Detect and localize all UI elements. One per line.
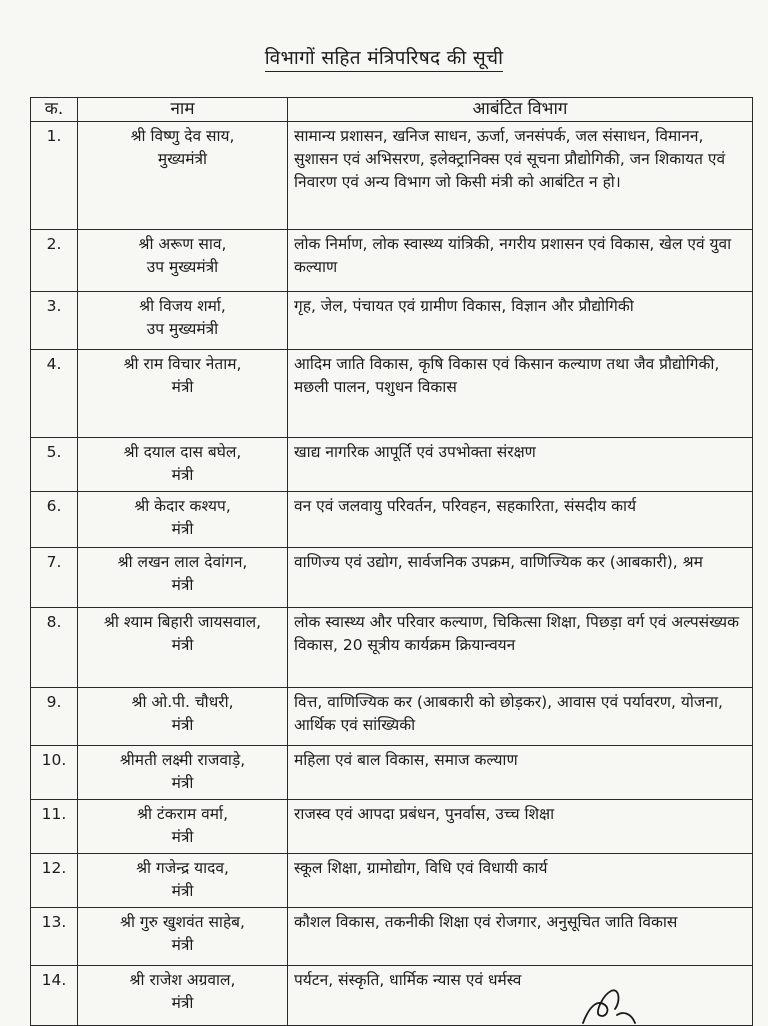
table-row [31,548,753,608]
minister-name: श्री विष्णु देव साय, [130,127,235,145]
minister-cell [78,122,288,230]
serial-number: 12. [31,854,78,908]
minister-designation: मुख्यमंत्री [157,150,208,168]
departments-cell: पर्यटन, संस्कृति, धार्मिक न्यास एवं धर्मस्व [288,966,753,1026]
table-row [31,608,753,688]
header-serial-number: क. [31,98,78,122]
minister-designation: मंत्री [171,828,194,846]
departments-cell: राजस्व एवं आपदा प्रबंधन, पुनर्वास, उच्च शिक्षा [288,800,753,854]
departments-cell: गृह, जेल, पंचायत एवं ग्रामीण विकास, विज्ञान और प्रौद्योगिकी [288,292,753,350]
table-row [31,230,753,292]
departments-cell: आदिम जाति विकास, कृषि विकास एवं किसान कल्याण तथा जैव प्रौद्योगिकी, मछली पालन, पशुधन विकास [288,350,753,438]
minister-cell [78,492,288,548]
serial-number: 5. [31,438,78,492]
minister-cell [78,908,288,966]
minister-designation: मंत्री [171,994,194,1012]
minister-name: श्री दयाल दास बघेल, [123,443,242,461]
serial-number: 9. [31,688,78,746]
serial-number: 2. [31,230,78,292]
table-row [31,854,753,908]
minister-name: श्री केदार कश्यप, [134,497,231,515]
minister-cell [78,608,288,688]
table-row [31,292,753,350]
minister-cell [78,746,288,800]
minister-name: श्री विजय शर्मा, [139,297,226,315]
minister-name: श्री अरूण साव, [138,235,227,253]
departments-cell: वन एवं जलवायु परिवर्तन, परिवहन, सहकारिता, संसदीय कार्य [288,492,753,548]
minister-name: श्री राम विचार नेताम, [123,355,242,373]
serial-number: 13. [31,908,78,966]
serial-number: 6. [31,492,78,548]
departments-cell: वित्त, वाणिज्यिक कर (आबकारी को छोड़कर), आवास एवं पर्यावरण, योजना, आर्थिक एवं सांख्यिकी [288,688,753,746]
departments-cell: महिला एवं बाल विकास, समाज कल्याण [288,746,753,800]
minister-cell [78,350,288,438]
table-row [31,122,753,230]
minister-name: श्री राजेश अग्रवाल, [129,971,236,989]
departments-cell: लोक स्वास्थ्य और परिवार कल्याण, चिकित्सा शिक्षा, पिछड़ा वर्ग एवं अल्पसंख्यक विकास, 20 सूत्रीय कार्यक्रम क्रियान्वयन [288,608,753,688]
minister-name: श्री लखन लाल देवांगन, [117,553,248,571]
minister-designation: मंत्री [171,636,194,654]
signature-mark [575,985,645,1025]
minister-cell [78,548,288,608]
departments-cell: सामान्य प्रशासन, खनिज साधन, ऊर्जा, जनसंपर्क, जल संसाधन, विमानन, सुशासन एवं अभिसरण, इलेक्ट्रानिक्स एवं सूचना प्रौद्योगिकी, जन शिकायत एवं निवारण एवं अन्य विभाग जो किसी मंत्री को आबंटित न हो। [288,122,753,230]
table-row [31,688,753,746]
departments-cell: कौशल विकास, तकनीकी शिक्षा एवं रोजगार, अनुसूचित जाति विकास [288,908,753,966]
minister-cell [78,292,288,350]
minister-name: श्री गुरु खुशवंत साहेब, [120,913,245,931]
serial-number: 1. [31,122,78,230]
table-row [31,908,753,966]
minister-cell [78,688,288,746]
minister-name: श्रीमती लक्ष्मी राजवाड़े, [119,751,246,769]
serial-number: 14. [31,966,78,1026]
minister-name: श्री ओ.पी. चौधरी, [131,693,234,711]
minister-designation: मंत्री [171,774,194,792]
minister-cell [78,230,288,292]
minister-name: श्री टंकराम वर्मा, [136,805,228,823]
serial-number: 10. [31,746,78,800]
header-departments: आबंटित विभाग [288,98,753,122]
minister-name: श्री श्याम बिहारी जायसवाल, [103,613,262,631]
ministers-table [30,97,753,1026]
serial-number: 8. [31,608,78,688]
document-title: विभागों सहित मंत्रिपरिषद की सूची [0,44,768,70]
departments-cell: स्कूल शिक्षा, ग्रामोद्योग, विधि एवं विधायी कार्य [288,854,753,908]
minister-cell [78,966,288,1026]
minister-designation: मंत्री [171,576,194,594]
minister-cell [78,800,288,854]
minister-cell [78,854,288,908]
minister-designation: मंत्री [171,520,194,538]
minister-designation: मंत्री [171,882,194,900]
header-name: नाम [78,98,288,122]
table-row [31,350,753,438]
minister-designation: मंत्री [171,716,194,734]
table-row [31,492,753,548]
minister-designation: उप मुख्यमंत्री [146,320,219,338]
minister-designation: मंत्री [171,936,194,954]
serial-number: 4. [31,350,78,438]
minister-designation: मंत्री [171,378,194,396]
serial-number: 3. [31,292,78,350]
table-header-row [31,98,753,122]
minister-designation: उप मुख्यमंत्री [146,258,219,276]
minister-cell [78,438,288,492]
serial-number: 11. [31,800,78,854]
departments-cell: खाद्य नागरिक आपूर्ति एवं उपभोक्ता संरक्षण [288,438,753,492]
table-row [31,800,753,854]
table-row [31,438,753,492]
serial-number: 7. [31,548,78,608]
table-row [31,746,753,800]
departments-cell: लोक निर्माण, लोक स्वास्थ्य यांत्रिकी, नगरीय प्रशासन एवं विकास, खेल एवं युवा कल्याण [288,230,753,292]
minister-name: श्री गजेन्द्र यादव, [136,859,229,877]
departments-cell: वाणिज्य एवं उद्योग, सार्वजनिक उपक्रम, वाणिज्यिक कर (आबकारी), श्रम [288,548,753,608]
minister-designation: मंत्री [171,466,194,484]
